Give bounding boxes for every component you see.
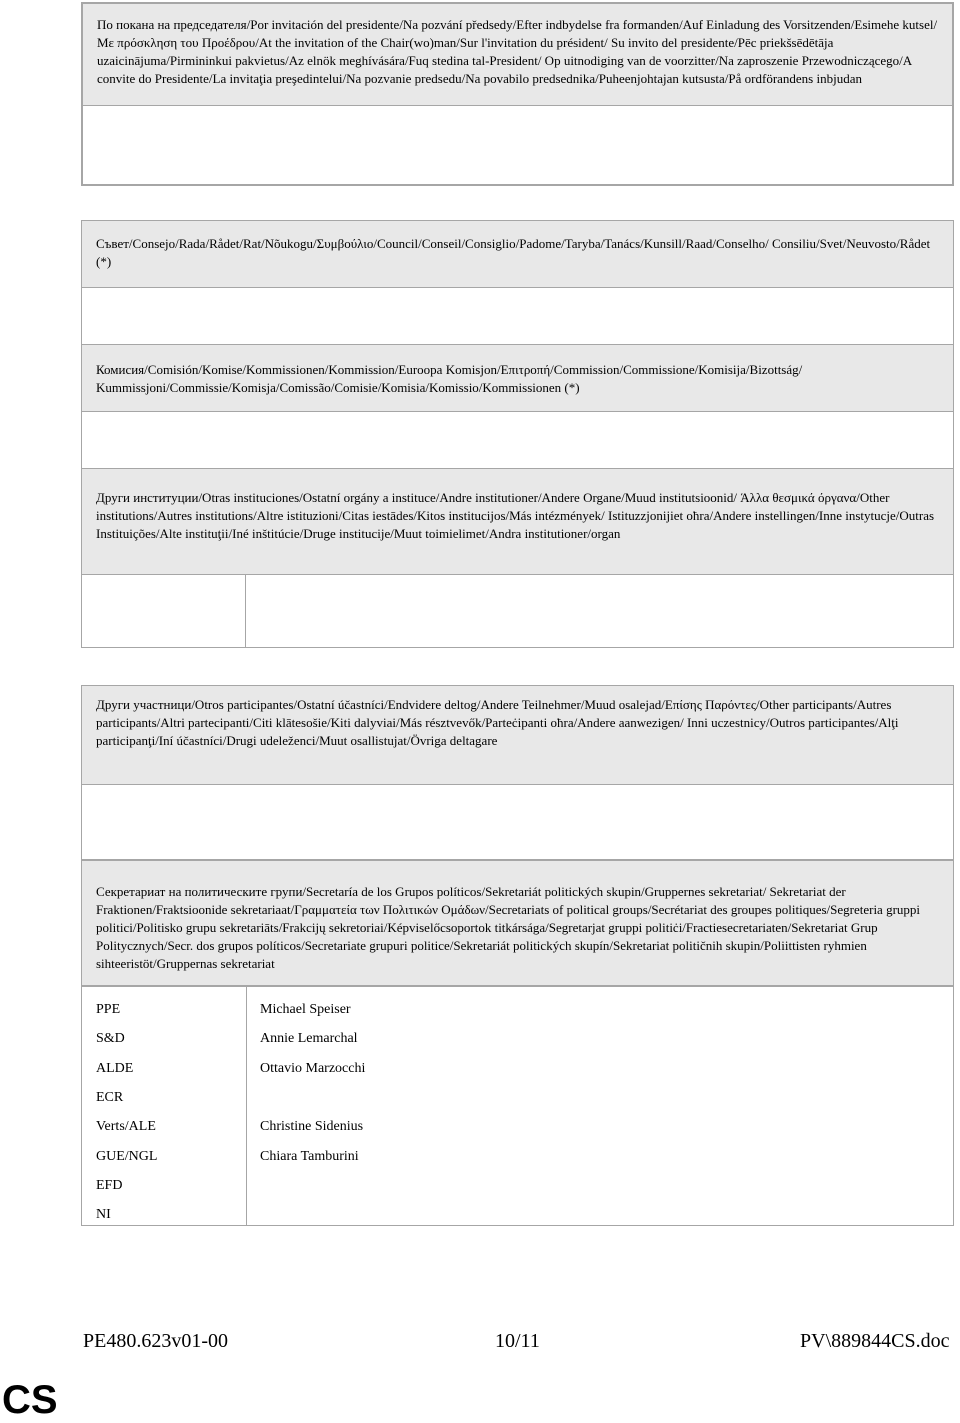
chair-invitation-heading: По покана на председателя/Por invitación del presidente/Na pozvání předsedy/Efter indbydelse fra formanden/Auf Einladung des Vorsitzenden/Esimehe kutsel/Με πρόσκληση του Προέδρου/At the invitation of the Chair(wo)man/Sur l'invitation du président/ Su invito del presidente/Pēc priekšsēdētāja uzaicinājuma/Pirmininkui pakvietus/Az elnök meghívására/Fuq stedina tal-President/ Op uitnodiging van de voorzitter/Na zaproszenie Przewodniczącego/A convite do Presidente/La invitaţia preşedintelui/Na pozvanie predsedu/Na povabilo predsednika/Puheenjohtajan kutsusta/På ordförandens inbjudan	[83, 4, 952, 106]
other-institutions-heading: Други институции/Otras instituciones/Ostatní orgány a instituce/Andre institutioner/Andere Organe/Muud institutsioonid/ Άλλα θεσμικά όργανα/Other institutions/Autres institutions/Altre istituzioni/Citas iestādes/Kitos institucijos/Más intézmények/ Istituzzjonijiet oħra/Andere instellingen/Inne instytucje/Outras Instituições/Alte instituţii/Iné inštitúcie/Druge institucije/Muut toimielimet/Andra institutioner/organ	[81, 468, 954, 575]
language-code: CS	[2, 1378, 58, 1422]
group-secretary-name: Annie Lemarchal	[260, 1031, 358, 1046]
council-block	[81, 220, 954, 357]
group-code: PPE	[96, 1002, 121, 1017]
other-participants-body	[81, 785, 954, 860]
other-institutions-divider	[82, 575, 246, 647]
group-code: ECR	[96, 1090, 124, 1105]
commission-block	[81, 344, 954, 469]
other-institutions-body	[81, 575, 954, 648]
group-secretary-name: Christine Sidenius	[260, 1119, 364, 1134]
group-secretary-name: Chiara Tamburini	[260, 1149, 359, 1164]
commission-heading: Комисия/Comisión/Komise/Kommissionen/Kommission/Euroopa Komisjon/Επιτροπή/Commission/Commissione/Komisija/Bizottság/ Kummissjoni/Commissie/Komisja/Comissão/Comisie/Komisia/Komissio/Kommissionen (*)	[81, 344, 954, 412]
group-code: NI	[96, 1207, 111, 1222]
council-heading: Съвет/Consejo/Rada/Rådet/Rat/Nõukogu/Συμβούλιο/Council/Conseil/Consiglio/Padome/Taryba/Tanács/Kunsill/Raad/Conselho/ Consiliu/Svet/Neuvosto/Rådet (*)	[81, 220, 954, 288]
other-institutions-block	[81, 468, 954, 648]
group-code: S&D	[96, 1031, 125, 1046]
group-code: EFD	[96, 1178, 123, 1193]
secretariats-heading: Секретариат на политическите групи/Secretaría de los Grupos políticos/Sekretariát politických skupin/Gruppernes sekretariat/ Sekretariat der Fraktionen/Fraktsioonide sekretariaat/Γραμματεία των Πολιτικών Ομάδων/Secretariats of political groups/Secrétariat des groupes politiques/Segreteria gruppi politici/Politisko grupu sekretariāts/Frakcijų sekretoriai/Képviselőcsoportok titkársága/Segretarjat gruppi politiċi/Fractiesecretariaten/Sekretariat Grup Politycznych/Secr. dos grupos políticos/Secretariate grupuri politice/Sekretariát politických skupín/Sekretariat političnih skupin/Poliittisten ryhmien sihteeristöt/Gruppernas sekretariat	[81, 860, 954, 986]
group-code: Verts/ALE	[96, 1119, 156, 1134]
group-code: GUE/NGL	[96, 1149, 158, 1164]
footer-file-name: PV\889844CS.doc	[800, 1330, 950, 1352]
group-secretary-name: Michael Speiser	[260, 1002, 351, 1017]
chair-invitation-block	[81, 2, 954, 186]
group-secretary-name: Ottavio Marzocchi	[260, 1061, 366, 1076]
group-code: ALDE	[96, 1061, 134, 1076]
other-participants-heading: Други участници/Otros participantes/Ostatní účastníci/Endvidere deltog/Andere Teilnehmer/Muud osalejad/Επίσης Παρόντες/Other participants/Autres participants/Altri partecipanti/Citi klātesošie/Kiti dalyviai/Más résztvevők/Parteċipanti oħra/Andere aanwezigen/ Inni uczestnicy/Outros participantes/Alţi participanţi/Iní účastníci/Drugi udeleženci/Muut osallistujat/Övriga deltagare	[81, 685, 954, 785]
groups-table	[81, 986, 954, 1226]
footer-document-code: PE480.623v01-00	[83, 1330, 228, 1352]
commission-body	[81, 412, 954, 469]
footer-page-number: 10/11	[495, 1330, 540, 1352]
